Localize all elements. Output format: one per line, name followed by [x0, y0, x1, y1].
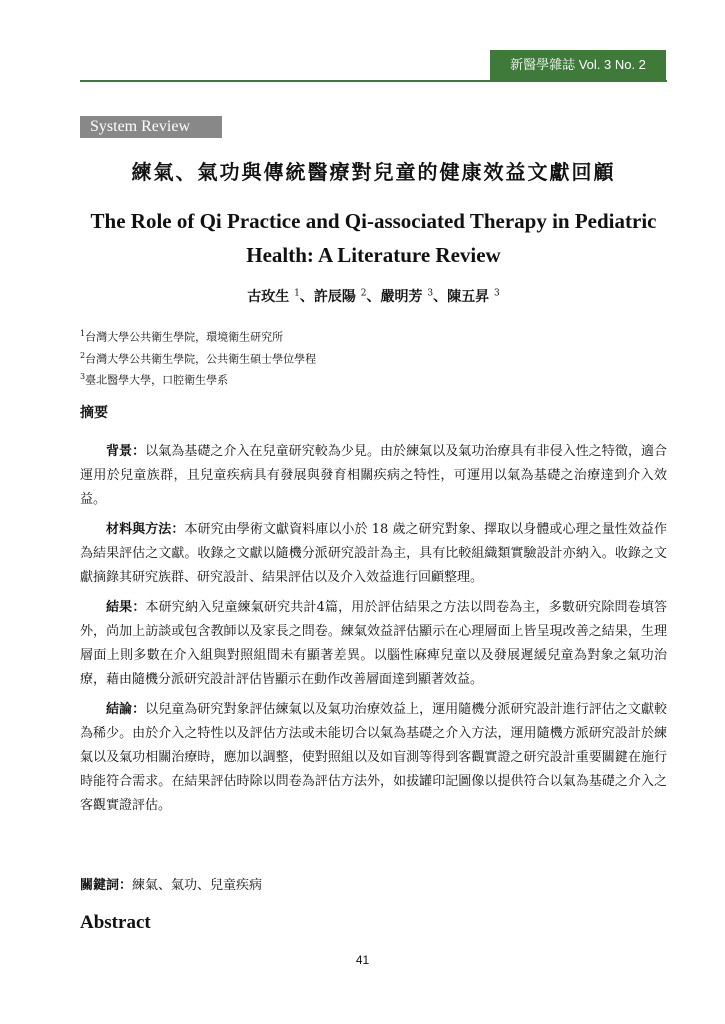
affiliation-list: [80, 325, 667, 390]
journal-header-badge: 新醫學雜誌 Vol. 3 No. 2: [490, 50, 666, 80]
title-chinese: 練氣、氣功與傳統醫療對兒童的健康效益文獻回顧: [131, 160, 616, 184]
abstract-english-heading: Abstract: [80, 912, 151, 933]
section-label: System Review: [80, 116, 222, 138]
title-english: The Role of Qi Practice and Qi-associated Therapy in Pediatric Health: A Literature Review: [90, 209, 657, 267]
abstract-body: [80, 440, 667, 824]
affiliation: $^2$台灣大學公共衛生學院，公共衛生碩士學位學程: [80, 350, 317, 366]
author: 陳五昇 $^3$: [447, 288, 500, 305]
abstract-paragraph-conclusion: 結論：以兒童為研究對象評估練氣以及氣功治療效益上，運用隨機分派研究設計進行評估之文獻較為稀少。由於介入之特性以及評估方法或未能切合以氣為基礎之介入方法，運用隨機方派研究設計於練氣以及氣功相關治療時，應加以調整，使對照組以及如盲測等得到客觀實證之研究設計重要關鍵在施行時能符合需求。在結果評估時除以問卷為評估方法外，如拔罐印記圖像以提供符合以氣為基礎之介入之客觀實證評估。: [80, 702, 667, 813]
abstract-paragraph-methods: 材料與方法：本研究由學術文獻資料庫以小於 18 歲之研究對象、擇取以身體或心理之量性效益作為結果評估之文獻。收錄之文獻以隨機分派研究設計為主，具有比較組織類實驗設計亦納入。收錄之文獻摘錄其研究族群、研究設計、結果評估以及介入效益進行回顧整理。: [80, 522, 667, 585]
page-number: 41: [355, 953, 370, 967]
author: 古玫生 $^1$、: [247, 288, 314, 305]
header-rule: [80, 80, 667, 82]
affiliation: $^1$台灣大學公共衛生學院，環境衛生研究所: [80, 329, 284, 344]
abstract-heading: 摘要: [80, 405, 108, 421]
affiliation: $^3$臺北醫學大學，口腔衛生學系: [80, 372, 229, 387]
keywords: 關鍵詞：練氣、氣功、兒童疾病: [80, 878, 263, 893]
abstract-paragraph-background: 背景：以氣為基礎之介入在兒童研究較為少見。由於練氣以及氣功治療具有非侵入性之特徵，適合運用於兒童族群，且兒童疾病具有發展與發育相關疾病之特性，可運用以氣為基礎之治療達到介入效益。: [80, 444, 667, 507]
author: 嚴明芳 $^3$、: [380, 288, 448, 305]
author-list: [80, 286, 667, 306]
abstract-paragraph-results: 結果：本研究納入兒童練氣研究共計4篇，用於評估結果之方法以問卷為主，多數研究除問卷填答外，尚加上訪談或包含教師以及家長之問卷。練氣效益評估顯示在心理層面上皆呈現改善之結果，生理層面上則多數在介入組與對照組間未有顯著差異。以腦性麻痺兒童以及發展遲緩兒童為對象之氣功治療，藉由隨機分派研究設計評估皆顯示在動作改善層面達到顯著效益。: [80, 600, 667, 687]
author: 許辰陽 $^2$、: [313, 288, 381, 305]
